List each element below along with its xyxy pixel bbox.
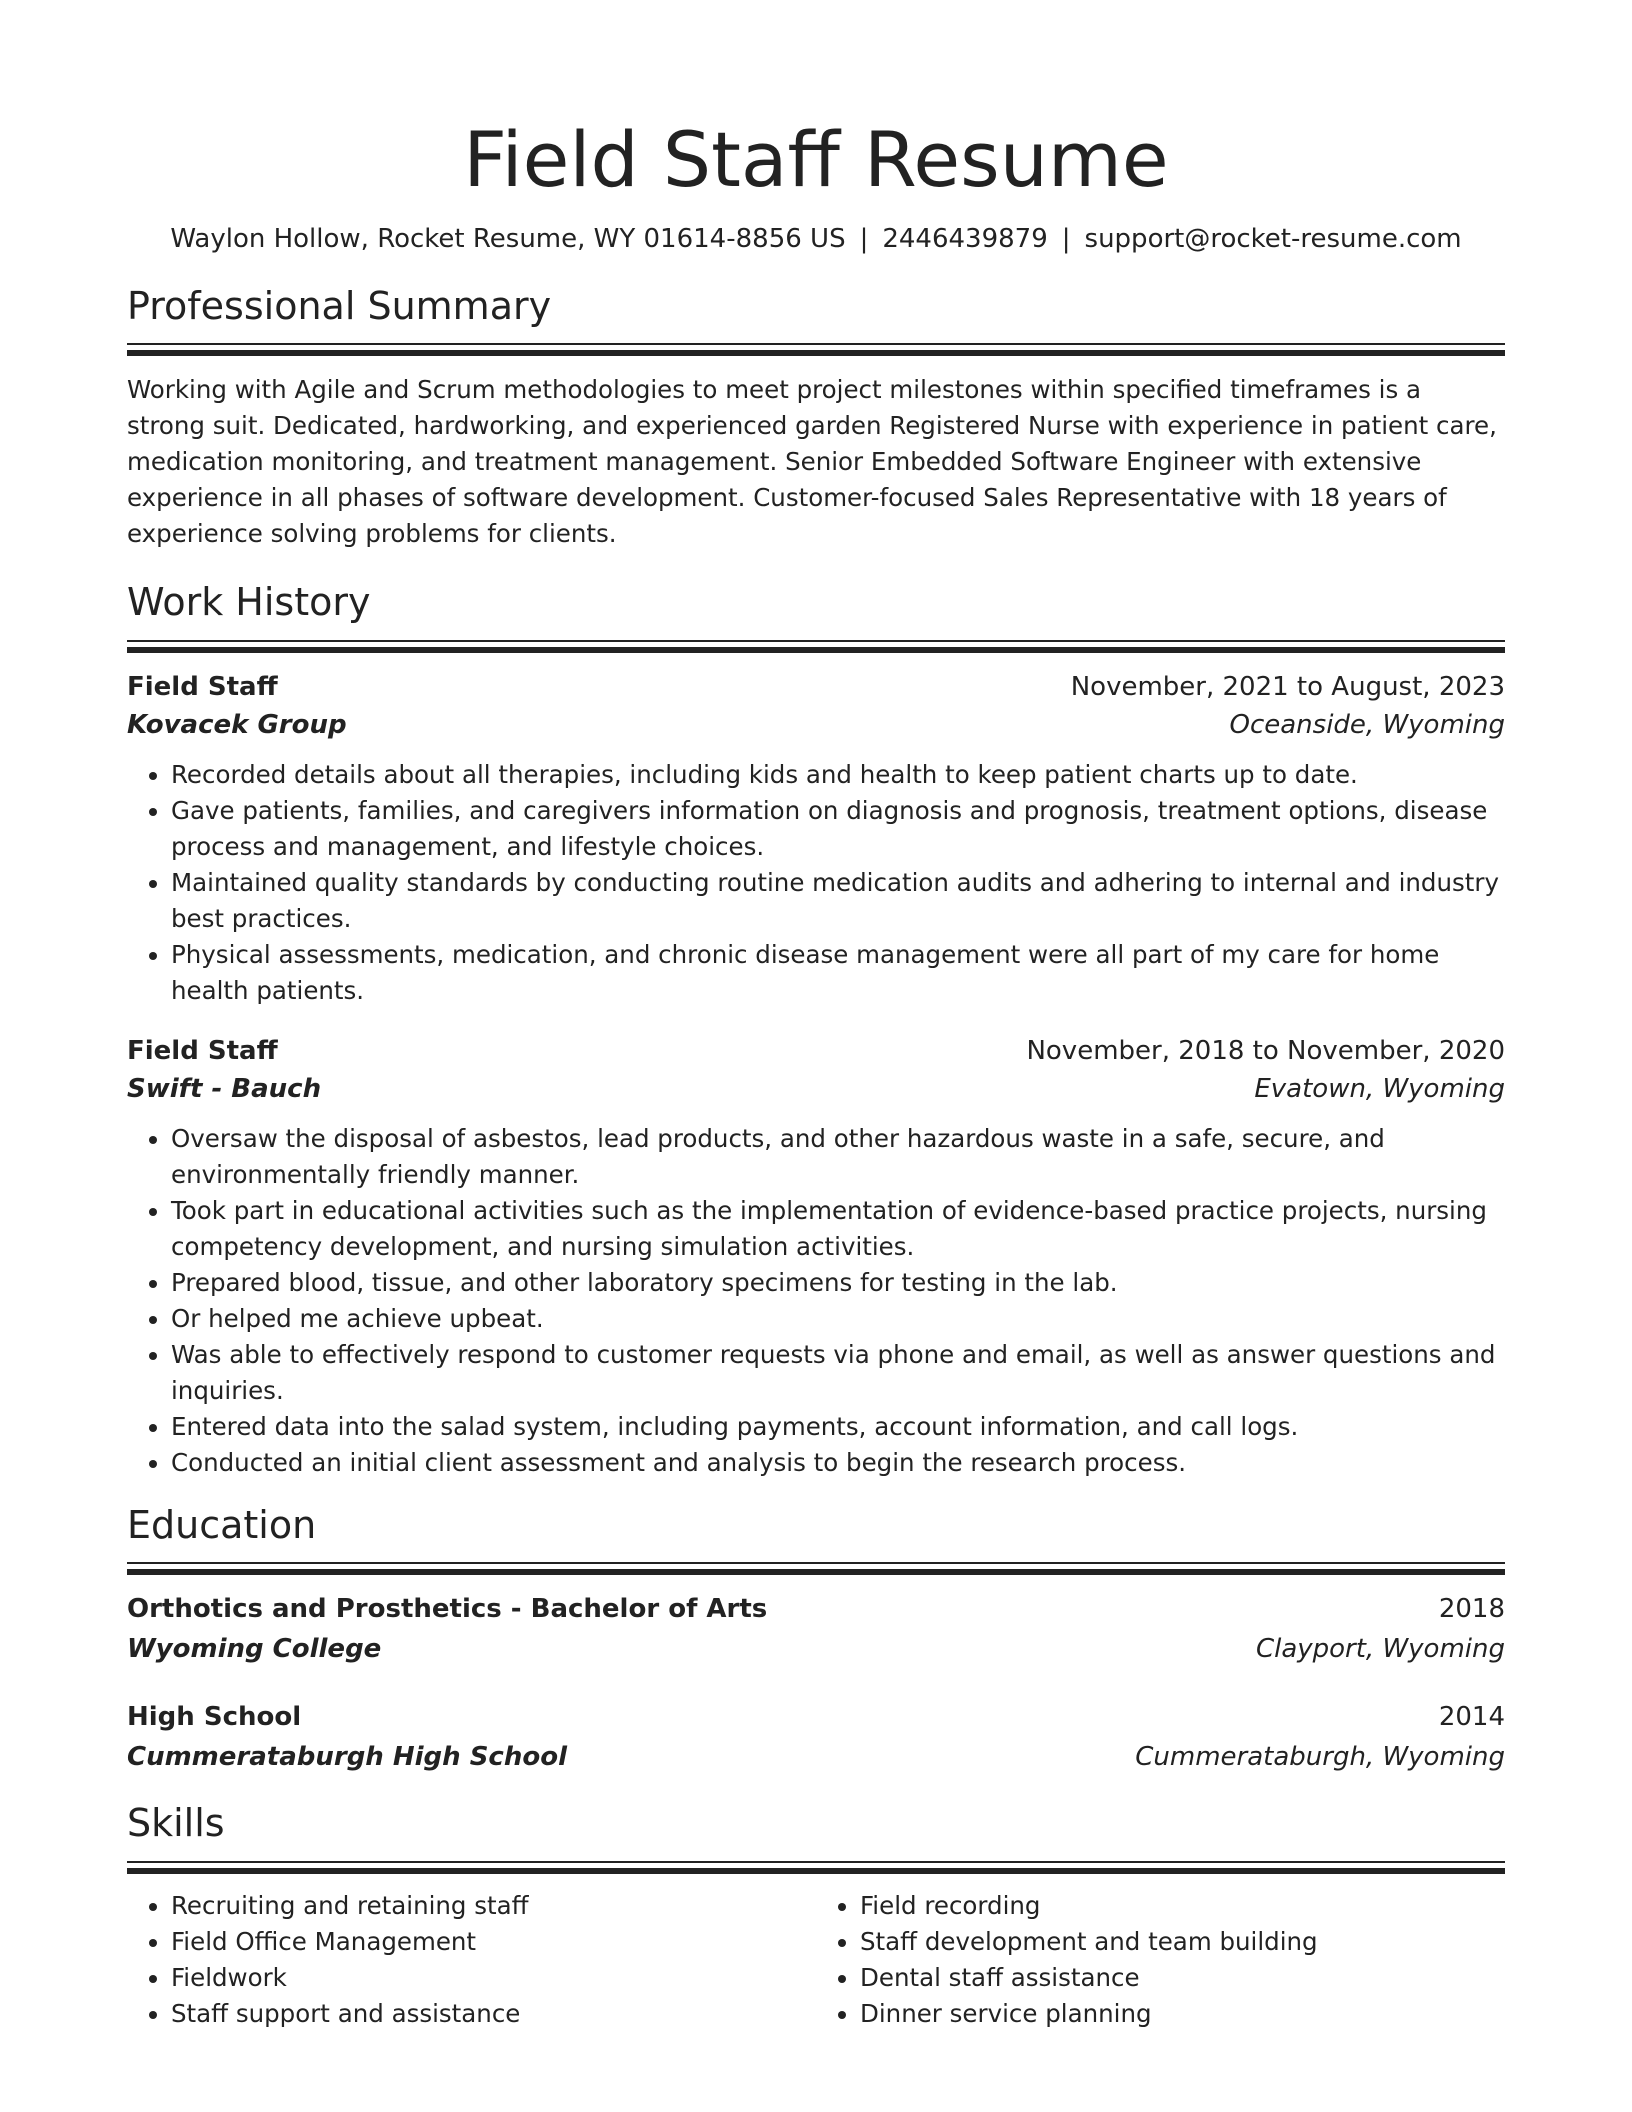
list-item: • Conducted an initial client assessment and analysis to begin the research process.	[171, 1445, 1505, 1481]
contact-address: Waylon Hollow, Rocket Resume, WY 01614-8856 US	[170, 223, 846, 254]
skills-section	[127, 1801, 1505, 2032]
education-header-row	[127, 1697, 1505, 1737]
list-item: • Staff support and assistance	[171, 1996, 816, 2032]
job-org-row	[127, 1071, 1505, 1107]
resume-title: Field Staff Resume	[463, 115, 1169, 204]
job-location: Oceanside, Wyoming	[1229, 709, 1505, 740]
job-title: Field Staff	[127, 1035, 278, 1066]
list-item: • Dental staff assistance	[860, 1960, 1505, 1996]
education-entry	[127, 1697, 1505, 1777]
list-item: • Or helped me achieve upbeat.	[171, 1301, 1505, 1337]
list-item: • Recorded details about all therapies, including kids and health to keep patient charts up to date.	[171, 757, 1505, 793]
job-entry	[127, 1031, 1505, 1481]
education-year: 2014	[1438, 1702, 1505, 1733]
list-item: • Prepared blood, tissue, and other laboratory specimens for testing in the lab.	[171, 1265, 1505, 1301]
list-item: • Recruiting and retaining staff	[171, 1888, 816, 1924]
contact-line	[127, 224, 1505, 254]
list-item: • Field Office Management	[171, 1924, 816, 1960]
section-heading-education: Education	[127, 1502, 317, 1547]
section-divider	[127, 343, 1505, 356]
contact-separator: |	[859, 223, 869, 254]
section-heading-skills: Skills	[127, 1801, 225, 1846]
education-location: Clayport, Wyoming	[1255, 1634, 1505, 1665]
section-divider	[127, 640, 1505, 653]
education-degree: Orthotics and Prosthetics - Bachelor of Arts	[127, 1594, 768, 1625]
list-item: • Dinner service planning	[860, 1996, 1505, 2032]
list-item: • Entered data into the salad system, including payments, account information, and call logs.	[171, 1409, 1505, 1445]
contact-separator: |	[1061, 223, 1071, 254]
section-divider	[127, 1861, 1505, 1874]
education-entry	[127, 1589, 1505, 1669]
work-history-section	[127, 580, 1505, 1481]
job-title: Field Staff	[127, 671, 278, 702]
skills-list-left	[127, 1888, 816, 2032]
job-bullets	[127, 757, 1505, 1009]
skills-list-right	[816, 1888, 1505, 2032]
job-entry	[127, 667, 1505, 1009]
section-divider	[127, 1562, 1505, 1575]
list-item: • Staff development and team building	[860, 1924, 1505, 1960]
job-dates: November, 2021 to August, 2023	[1070, 671, 1505, 702]
list-item: • Oversaw the disposal of asbestos, lead products, and other hazardous waste in a safe, secure, and environmentally friendly manner.	[171, 1121, 1505, 1193]
education-section	[127, 1503, 1505, 1778]
list-item: • Field recording	[860, 1888, 1505, 1924]
job-org-row	[127, 707, 1505, 743]
contact-email: support@rocket-resume.com	[1084, 223, 1462, 254]
job-dates: November, 2018 to November, 2020	[1026, 1035, 1505, 1066]
list-item: • Physical assessments, medication, and chronic disease management were all part of my care for home health patients.	[171, 937, 1505, 1009]
job-company: Kovacek Group	[127, 709, 347, 740]
education-header-row	[127, 1589, 1505, 1629]
education-school: Cummerataburgh High School	[127, 1742, 567, 1773]
job-bullets	[127, 1121, 1505, 1481]
summary-section	[127, 284, 1505, 553]
list-item: • Fieldwork	[171, 1960, 816, 1996]
skills-columns	[127, 1888, 1505, 2032]
education-school-row	[127, 1737, 1505, 1777]
job-header-row	[127, 667, 1505, 707]
education-degree: High School	[127, 1702, 302, 1733]
job-location: Evatown, Wyoming	[1254, 1073, 1505, 1104]
contact-phone: 2446439879	[882, 223, 1048, 254]
summary-text: Working with Agile and Scrum methodologies to meet project milestones within specified timeframes is a strong suit. Dedicated, hardworking, and experienced garden Registered Nurse with experience in patient care, medication monitoring, and treatment management. Senior Embedded Software Engineer with extensive experience in all phases of software development. Customer-focused Sales Representative with 18 years of experience solving problems for clients.	[127, 375, 1497, 549]
job-header-row	[127, 1031, 1505, 1071]
list-item: • Maintained quality standards by conducting routine medication audits and adhering to internal and industry best practices.	[171, 865, 1505, 937]
education-year: 2018	[1438, 1594, 1505, 1625]
section-heading-work: Work History	[127, 580, 371, 625]
education-location: Cummerataburgh, Wyoming	[1135, 1742, 1505, 1773]
education-school-row	[127, 1629, 1505, 1669]
job-company: Swift - Bauch	[127, 1073, 322, 1104]
list-item: • Was able to effectively respond to customer requests via phone and email, as well as answer questions and inquiries.	[171, 1337, 1505, 1409]
list-item: • Gave patients, families, and caregivers information on diagnosis and prognosis, treatment options, disease process and management, and lifestyle choices.	[171, 793, 1505, 865]
list-item: • Took part in educational activities such as the implementation of evidence-based practice projects, nursing competency development, and nursing simulation activities.	[171, 1193, 1505, 1265]
section-heading-summary: Professional Summary	[127, 283, 552, 328]
education-school: Wyoming College	[127, 1634, 382, 1665]
